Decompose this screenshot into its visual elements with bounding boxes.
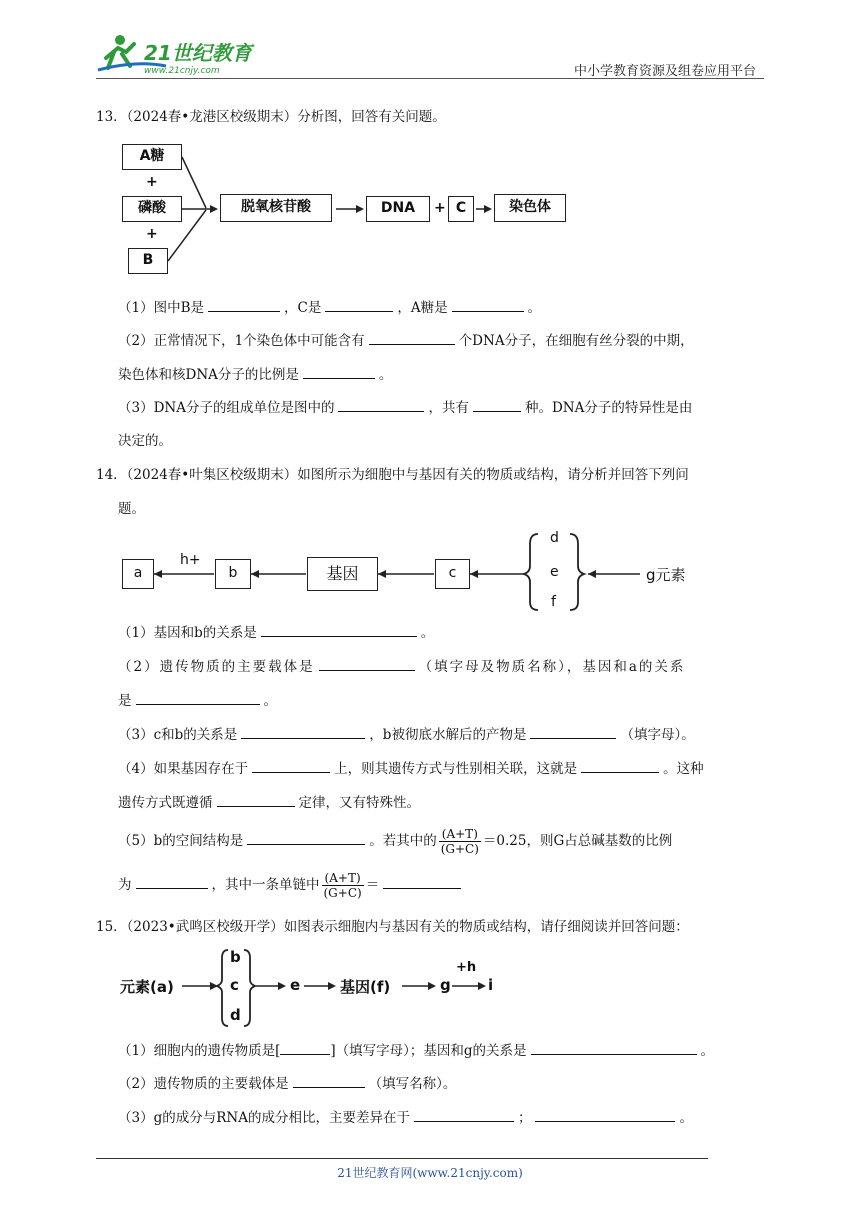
c-box: C xyxy=(448,196,474,222)
plus-sign: + xyxy=(146,174,158,190)
q15-stem: 15．（2023•武鸣区校级开学）如图表示细胞内与基因有关的物质或结构，请仔细阅读并回答问题： xyxy=(96,919,689,935)
q14-part4-cont: 遗传方式既遵循 定律，又有特殊性。 xyxy=(118,792,764,814)
g-label: g xyxy=(440,976,451,994)
q13-part3-cont: 决定的。 xyxy=(118,433,172,449)
h-label: +h xyxy=(456,960,477,975)
b-box: b xyxy=(215,559,251,589)
q13-part1: （1）图中B是 ，C是 ，A糖是 。 xyxy=(118,297,764,319)
c-label: c xyxy=(230,976,239,994)
q14-part1: （1）基因和b的关系是 。 xyxy=(118,622,764,644)
f-label: f xyxy=(551,594,556,610)
g-element-label: g元素 xyxy=(646,566,686,584)
e-label: e xyxy=(550,564,559,580)
q14-stem-cont: 题。 xyxy=(118,501,145,517)
q15-part1: （1）细胞内的遗传物质是[ ]（填写字母）；基因和g的关系是 。 xyxy=(118,1040,764,1062)
h-label: h+ xyxy=(180,552,201,568)
q13-part2: （2）正常情况下，1个染色体中可能含有 个DNA分子，在细胞有丝分裂的中期， xyxy=(118,330,764,352)
gene-box: 基因 xyxy=(307,557,378,591)
c-box: c xyxy=(435,559,470,589)
svg-text:21世纪教育: 21世纪教育 xyxy=(144,41,252,65)
i-label: i xyxy=(488,976,494,994)
d-label: d xyxy=(230,1006,241,1024)
plus-sign: + xyxy=(146,226,158,242)
q13-figure xyxy=(118,138,568,280)
a-sugar-box: A糖 xyxy=(122,144,182,170)
a-box: a xyxy=(122,559,154,589)
deoxynucleotide-box: 脱氧核苷酸 xyxy=(220,194,332,222)
q14-part2-cont: 是 。 xyxy=(118,690,764,712)
header-divider xyxy=(96,78,764,79)
gene-f-label: 基因(f) xyxy=(340,978,391,996)
page-header xyxy=(96,30,764,78)
footer-divider xyxy=(96,1158,708,1159)
q13-part2-cont: 染色体和核DNA分子的比例是 。 xyxy=(118,364,764,386)
dna-box: DNA xyxy=(366,196,430,222)
footer-link[interactable]: 21世纪教育网(www.21cnjy.com) xyxy=(337,1166,523,1180)
q14-figure xyxy=(118,528,702,612)
q14-part5: （5）b的空间结构是 。若其中的 $\frac{(A+T)}{(G+C)}$ ＝0.25，则G占总碱基数的比例 xyxy=(118,827,673,856)
ratio-fraction: $\frac{(A+T)}{(G+C)}$ xyxy=(440,827,479,856)
q14-part3: （3）c和b的关系是 ，b被彻底水解后的产物是 （填字母）。 xyxy=(118,724,764,746)
q15-figure xyxy=(118,946,498,1028)
d-label: d xyxy=(550,530,559,546)
q14-part5-cont: 为 ，其中一条单链中 $\frac{(A+T)}{(G+C)}$ ＝ xyxy=(118,868,764,902)
plus-sign: + xyxy=(434,200,446,216)
q13-stem: 13．（2024春•龙港区校级期末）分析图，回答有关问题。 xyxy=(96,109,446,125)
q15-part3: （3）g的成分与RNA的成分相比，主要差异在于 ； 。 xyxy=(118,1107,764,1129)
q14-stem: 14．（2024春•叶集区校级期末）如图所示为细胞中与基因有关的物质或结构，请分析并回答下列问 xyxy=(96,467,689,483)
ratio-fraction: $\frac{(A+T)}{(G+C)}$ xyxy=(323,871,362,900)
b-box: B xyxy=(128,248,168,274)
q14-part4: （4）如果基因存在于 上，则其遗传方式与性别相关联，这就是 。这种 xyxy=(118,758,764,780)
platform-name: 中小学教育资源及组卷应用平台 xyxy=(573,64,756,79)
q14-arrows xyxy=(118,528,702,612)
svg-text:www.21cnjy.com: www.21cnjy.com xyxy=(144,66,220,76)
site-logo xyxy=(96,30,266,76)
q15-part2: （2）遗传物质的主要载体是 （填写名称）。 xyxy=(118,1073,764,1095)
element-a-label: 元素(a) xyxy=(120,978,174,996)
e-label: e xyxy=(290,976,301,994)
q14-part2: （2）遗传物质的主要载体是 （填字母及物质名称），基因和a的关系 xyxy=(118,656,764,678)
chromosome-box: 染色体 xyxy=(494,194,566,222)
b-label: b xyxy=(230,948,241,966)
q13-part3: （3）DNA分子的组成单位是图中的 ，共有 种。DNA分子的特异性是由 xyxy=(118,397,764,419)
phosphate-box: 磷酸 xyxy=(122,196,182,222)
